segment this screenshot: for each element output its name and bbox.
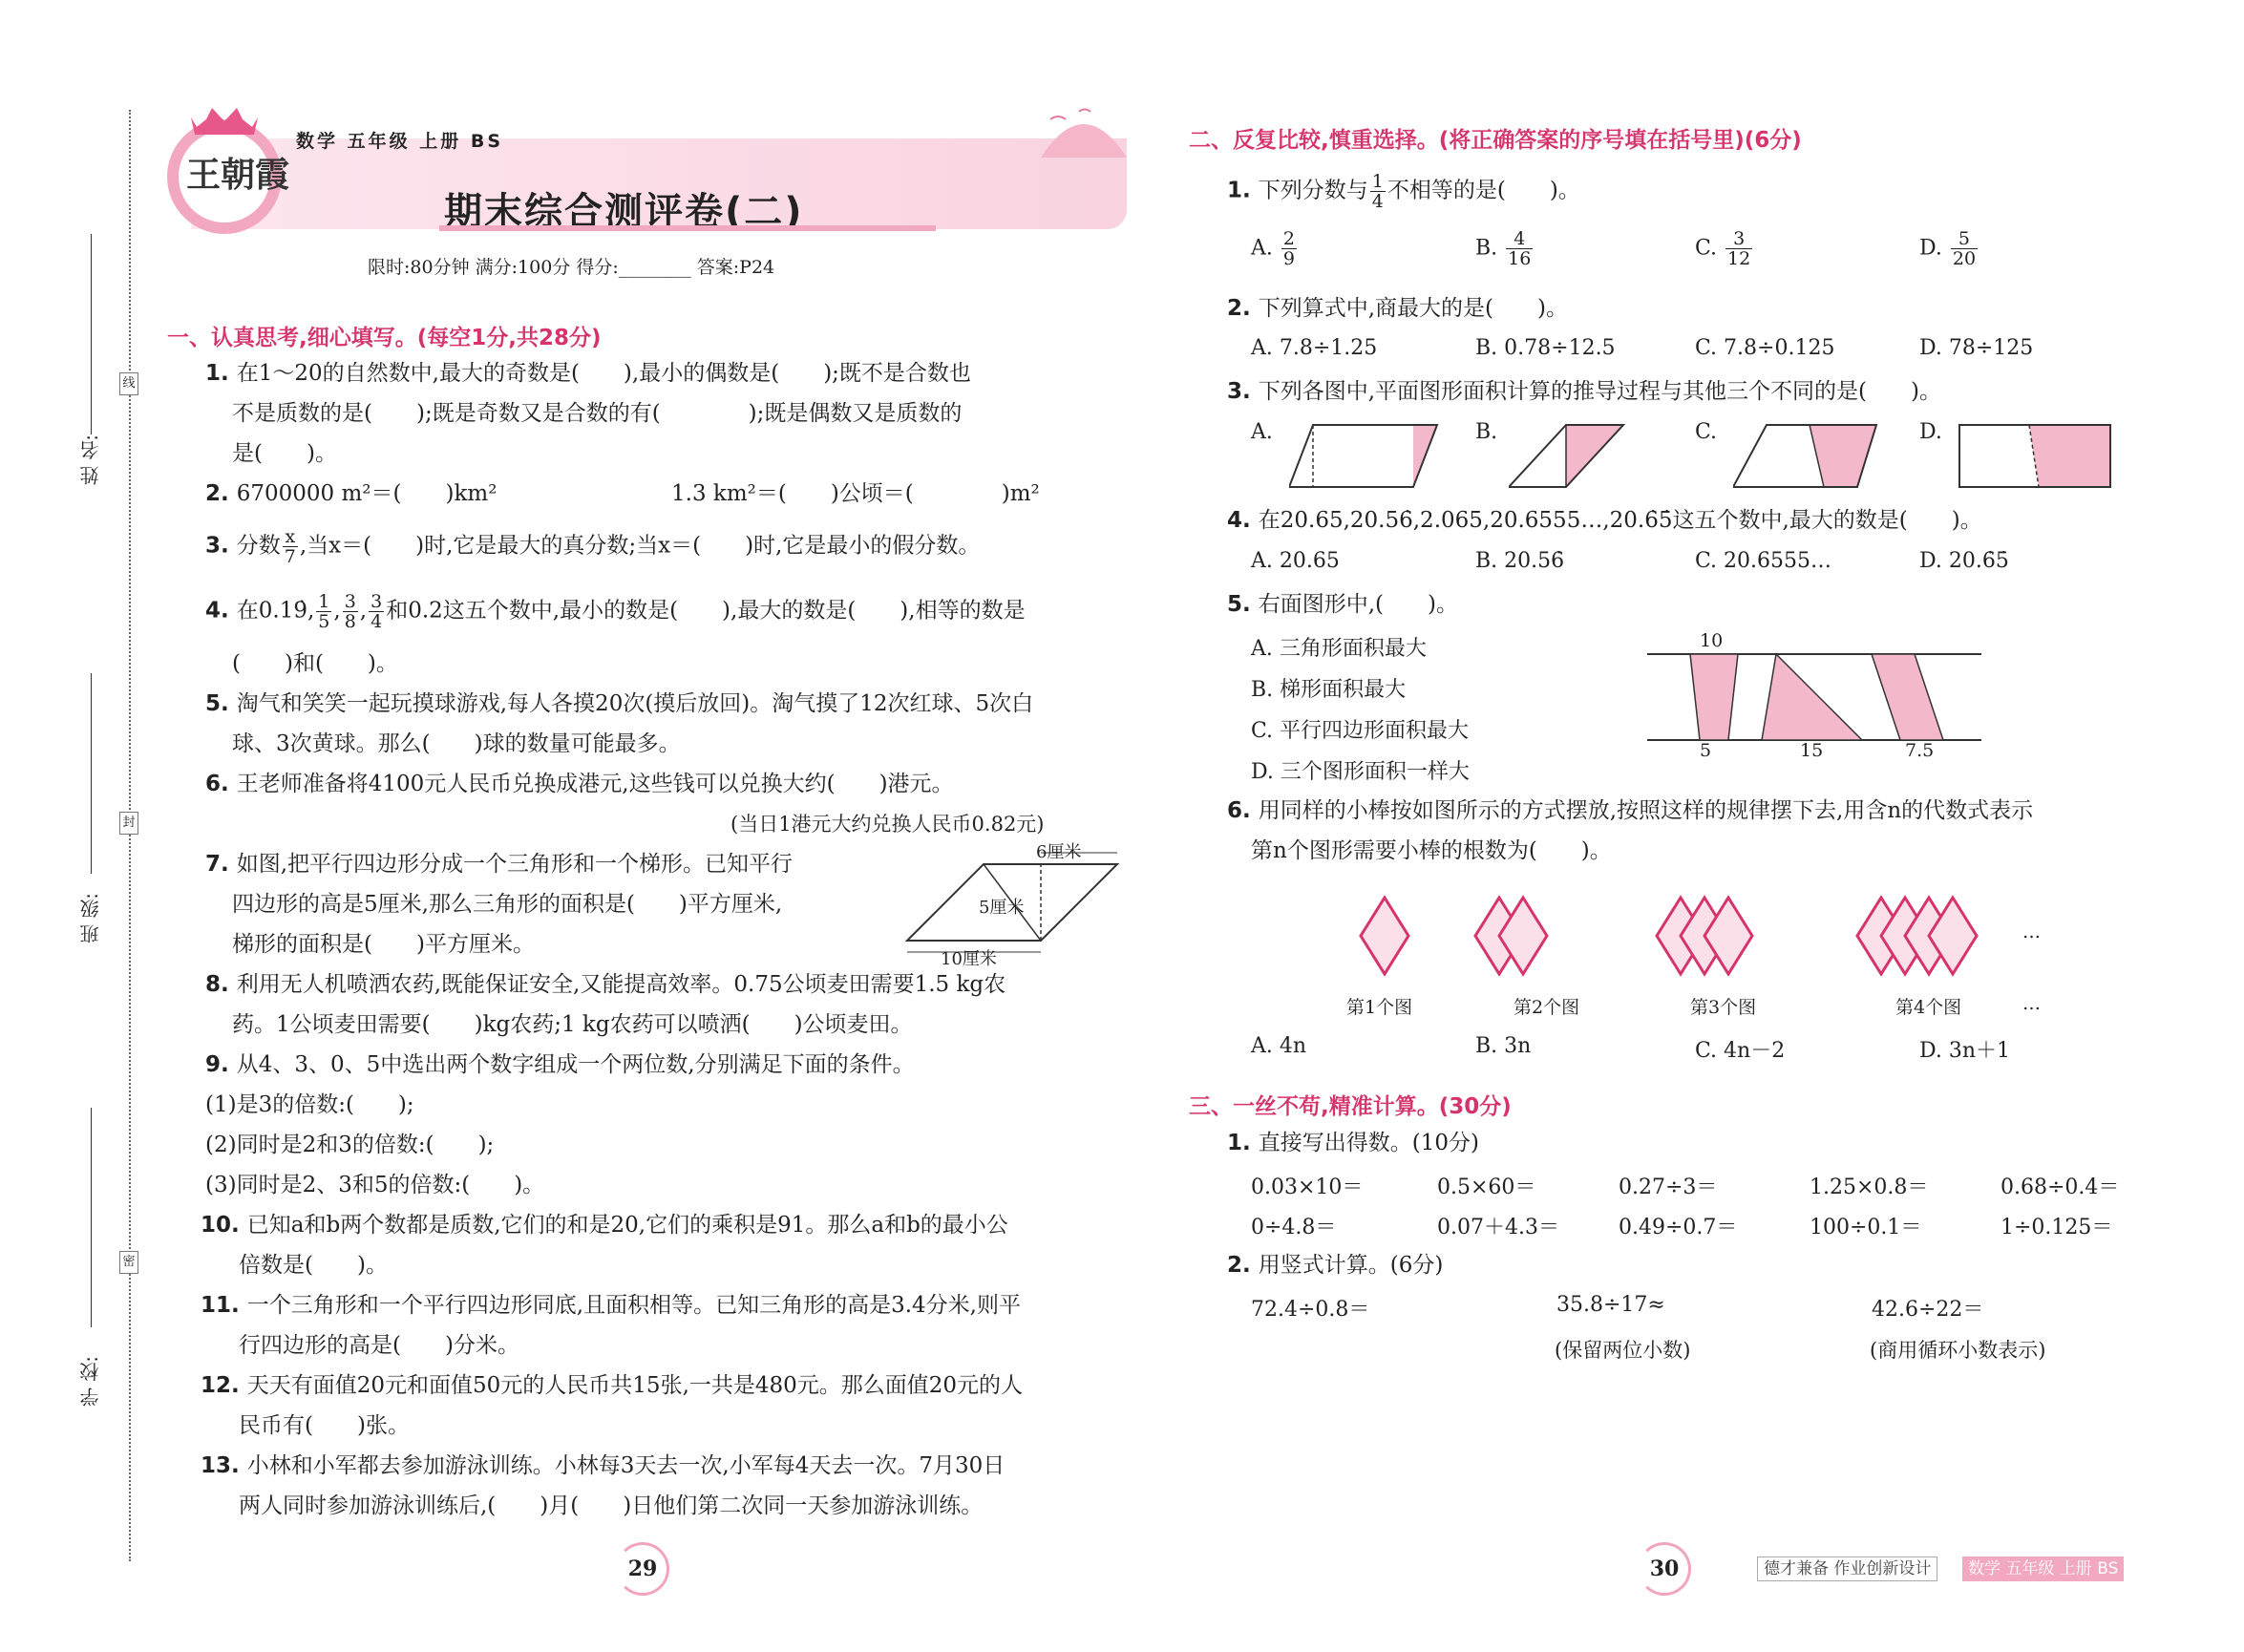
q12-line2: 民币有( )张。 [239, 1413, 410, 1438]
section2-title: 二、反复比较,慎重选择。(将正确答案的序号填在括号里)(6分) [1189, 128, 1802, 153]
q13-line2: 两人同时参加游泳训练后,( )月( )日他们第二次同一天参加游泳训练。 [239, 1493, 984, 1518]
calc-2-5[interactable]: 1÷0.125＝ [2001, 1216, 2113, 1239]
q1-line1: 1. 在1～20的自然数中,最大的奇数是( ),最小的偶数是( );既不是合数也 [205, 361, 971, 386]
name-field[interactable] [91, 234, 92, 434]
page-title: 期末综合测评卷(二) [444, 190, 804, 234]
q2-line1: 2. 6700000 m²＝( )km² [205, 481, 497, 506]
s2-q6-option-b[interactable]: B. 3n [1475, 1034, 1532, 1058]
q5-base1-label: 5 [1700, 740, 1712, 761]
q6-rhombus-pattern [1346, 874, 2034, 993]
s2-q5-option-c[interactable]: C. 平行四边形面积最大 [1251, 719, 1470, 743]
q5-top-label: 10 [1700, 630, 1724, 651]
q13-line1: 13. 小林和小军都去参加游泳训练。小林每3天去一次,小军每4天去一次。7月30日 [201, 1453, 1006, 1478]
class-label: 班 级: [79, 893, 102, 944]
s2-q3-option-d[interactable]: D. [1919, 420, 1942, 444]
page-number-29: 29 [616, 1542, 669, 1596]
brand-name: 王朝霞 [186, 155, 290, 195]
q1-line2: 不是质数的是( );既是奇数又是合数的有( );既是偶数又是质数的 [232, 401, 963, 426]
s3-q1-line: 1. 直接写出得数。(10分) [1227, 1131, 1479, 1155]
q8-line2: 药。1公顷麦田需要( )kg农药;1 kg农药可以喷洒( )公顷麦田。 [232, 1012, 913, 1037]
binding-line [129, 110, 131, 1561]
s2-q6-option-c[interactable]: C. 4n－2 [1695, 1039, 1786, 1063]
q6-line1: 6. 王老师准备将4100元人民币兑换成港元,这些钱可以兑换大约( )港元。 [205, 772, 954, 796]
calc-1-3[interactable]: 0.27÷3＝ [1619, 1175, 1718, 1199]
calc-2-1[interactable]: 0÷4.8＝ [1251, 1216, 1337, 1239]
s2-q3-option-c[interactable]: C. [1695, 420, 1718, 444]
q6-caption-4: 第4个图 [1895, 997, 1962, 1018]
s2-q6-line2: 第n个图形需要小棒的根数为( )。 [1251, 838, 1612, 863]
s2-q5-option-d[interactable]: D. 三个图形面积一样大 [1251, 760, 1470, 784]
calc-1-1[interactable]: 0.03×10＝ [1251, 1175, 1364, 1199]
vertical-calc-note-3: (商用循环小数表示) [1870, 1339, 2046, 1362]
s2-q4-option-b[interactable]: B. 20.56̇ [1475, 549, 1565, 573]
q5-shapes-figure [1647, 635, 1986, 750]
s2-q1-option-b[interactable]: B. $\frac{4}{16}$ [1475, 228, 1532, 269]
q3-figure-d [1958, 420, 2115, 492]
s2-q5-option-b[interactable]: B. 梯形面积最大 [1251, 678, 1407, 702]
s2-q1-option-d[interactable]: D. $\frac{5}{20}$ [1919, 228, 1977, 269]
q7-line1: 7. 如图,把平行四边形分成一个三角形和一个梯形。已知平行 [205, 852, 794, 877]
q10-line1: 10. 已知a和b两个数都是质数,它们的和是20,它们的乘积是91。那么a和b的最小公 [201, 1213, 1008, 1238]
q9-part1: (1)是3的倍数:( ); [205, 1092, 414, 1117]
q5-line1: 5. 淘气和笑笑一起玩摸球游戏,每人各摸20次(摸后放回)。淘气摸了12次红球、5次白 [205, 691, 1034, 716]
q10-line2: 倍数是( )。 [239, 1253, 388, 1278]
q7-line3: 梯形的面积是( )平方厘米。 [232, 932, 535, 957]
section1-title: 一、认真思考,细心填写。(每空1分,共28分) [167, 326, 602, 350]
q6-caption-2: 第2个图 [1514, 997, 1580, 1018]
school-label: 学 校: [79, 1356, 102, 1408]
section3-title: 三、一丝不苟,精准计算。(30分) [1189, 1094, 1512, 1119]
q8-line1: 8. 利用无人机喷洒农药,既能保证安全,又能提高效率。0.75公顷麦田需要1.5 kg农 [205, 972, 1006, 997]
s2-q2-option-a[interactable]: A. 7.8÷1.25 [1251, 336, 1378, 360]
q3-line: 3. 分数 $\frac{x}{7}$ ,当x＝( )时,它是最大的真分数;当x＝( )时,它是最小的假分数。 [205, 526, 981, 567]
q3-figure-c [1733, 420, 1881, 492]
vertical-calc-note-2: (保留两位小数) [1555, 1339, 1691, 1362]
vertical-calc-2[interactable]: 35.8÷17≈ [1556, 1293, 1665, 1317]
s2-q5-line: 5. 右面图形中,( )。 [1227, 592, 1459, 617]
line-marker: 线 [119, 372, 138, 395]
q6-ellipsis-top: … [2022, 921, 2041, 942]
vertical-calc-1[interactable]: 72.4÷0.8＝ [1251, 1298, 1370, 1322]
q7-line2: 四边形的高是5厘米,那么三角形的面积是( )平方厘米, [232, 892, 783, 917]
school-field[interactable] [91, 1108, 92, 1327]
q3-fraction: $\frac{x}{7}$ [284, 526, 296, 567]
s3-q2-line: 2. 用竖式计算。(6分) [1227, 1253, 1444, 1278]
footer-subject-tag: 数学 五年级 上册 BS [1962, 1557, 2124, 1581]
s2-q2-option-b[interactable]: B. 0.78÷12.5 [1475, 336, 1616, 360]
q3-figure-a [1289, 420, 1442, 492]
q4-line2: ( )和( )。 [232, 651, 398, 676]
q3-figure-b [1509, 420, 1628, 492]
calc-1-4[interactable]: 1.25×0.8＝ [1810, 1175, 1929, 1199]
class-field[interactable] [91, 673, 92, 874]
q5-base2-label: 15 [1800, 740, 1824, 761]
s2-q3-option-a[interactable]: A. [1251, 420, 1273, 444]
q1-line3: 是( )。 [232, 441, 337, 466]
s2-q6-line1: 6. 用同样的小棒按如图所示的方式摆放,按照这样的规律摆下去,用含n的代数式表示 [1227, 798, 2034, 823]
calc-1-2[interactable]: 0.5×60＝ [1437, 1175, 1536, 1199]
q2-line2: 1.3 km²＝( )公顷＝( )m² [671, 481, 1040, 506]
q7-base-label: 10厘米 [941, 949, 997, 969]
footer-tagline: 德才兼备 作业创新设计 [1757, 1557, 1937, 1581]
calc-1-5[interactable]: 0.68÷0.4＝ [2001, 1175, 2120, 1199]
q7-top-label: 6厘米 [1036, 842, 1082, 862]
bind-marker: 密 [119, 1251, 138, 1274]
s2-q6-option-a[interactable]: A. 4n [1251, 1034, 1307, 1058]
q5-line2: 球、3次黄球。那么( )球的数量可能最多。 [232, 731, 681, 756]
q7-height-label: 5厘米 [979, 898, 1025, 918]
q6-note: (当日1港元大约兑换人民币0.82元) [730, 813, 1045, 836]
s2-q3-option-b[interactable]: B. [1475, 420, 1498, 444]
s2-q2-option-c[interactable]: C. 7.8÷0.125 [1695, 336, 1835, 360]
page-number-30: 30 [1638, 1542, 1691, 1596]
q4-line1: 4. 在0.19̇, $\frac{1}{5}$ , $\frac{3}{8}$ , $\frac{3}{4}$ 和0.2这五个数中,最小的数是( ),最大的数是( ),相等的数是 [205, 591, 1026, 632]
q9-part2: (2)同时是2和3的倍数:( ); [205, 1133, 495, 1157]
subject-line: 数学 五年级 上册 BS [296, 131, 504, 152]
s2-q3-line: 3. 下列各图中,平面图形面积计算的推导过程与其他三个不同的是( )。 [1227, 379, 1942, 404]
sun-decoration [1031, 100, 1136, 177]
s2-q6-option-d[interactable]: D. 3n＋1 [1919, 1039, 2011, 1063]
title-underline [439, 225, 936, 231]
s2-q4-option-a[interactable]: A. 20.65 [1251, 549, 1340, 573]
q6-caption-3: 第3个图 [1690, 997, 1757, 1018]
calc-2-3[interactable]: 0.49÷0.7＝ [1619, 1216, 1738, 1239]
s2-q5-option-a[interactable]: A. 三角形面积最大 [1251, 637, 1427, 661]
q6-caption-1: 第1个图 [1346, 997, 1413, 1018]
s2-q4-line: 4. 在20.65,20.56̇,2.065,20.6555…,20.6̇5̇这五个数中,最大的数是( )。 [1227, 508, 1982, 533]
q11-line1: 11. 一个三角形和一个平行四边形同底,且面积相等。已知三角形的高是3.4分米,则平 [201, 1293, 1021, 1318]
q12-line1: 12. 天天有面值20元和面值50元的人民币共15张,一共是480元。那么面值20元的人 [201, 1373, 1024, 1398]
seal-marker: 封 [119, 812, 138, 835]
name-label: 姓 名: [79, 434, 102, 486]
s2-q1-option-c[interactable]: C. $\frac{3}{12}$ [1695, 228, 1751, 269]
s2-q2-line: 2. 下列算式中,商最大的是( )。 [1227, 296, 1569, 321]
s2-q1-line: 1. 下列分数与 $\frac{1}{4}$ 不相等的是( )。 [1227, 171, 1580, 212]
q5-base3-label: 7.5 [1905, 740, 1935, 761]
s2-q1-option-a[interactable]: A. $\frac{2}{9}$ [1251, 228, 1295, 269]
s2-q4-option-c[interactable]: C. 20.6555… [1695, 549, 1832, 573]
vertical-calc-3[interactable]: 42.6÷22＝ [1872, 1298, 1984, 1322]
q9-line: 9. 从4、3、0、5中选出两个数字组成一个两位数,分别满足下面的条件。 [205, 1052, 915, 1077]
s2-q4-option-d[interactable]: D. 20.6̇5̇ [1919, 549, 2009, 573]
calc-2-2[interactable]: 0.07＋4.3＝ [1437, 1216, 1559, 1239]
exam-meta: 限时:80分钟 满分:100分 得分:________ 答案:P24 [368, 257, 775, 278]
calc-2-4[interactable]: 100÷0.1＝ [1810, 1216, 1922, 1239]
q9-part3: (3)同时是2、3和5的倍数:( )。 [205, 1173, 545, 1197]
s2-q2-option-d[interactable]: D. 78÷125 [1919, 336, 2034, 360]
q11-line2: 行四边形的高是( )分米。 [239, 1333, 519, 1358]
q6-ellipsis-bottom: … [2022, 993, 2041, 1014]
